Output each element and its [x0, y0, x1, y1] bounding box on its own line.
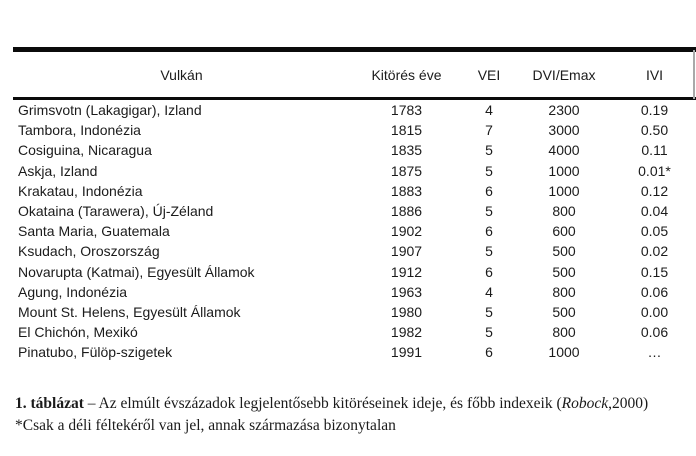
table-row [13, 322, 696, 342]
table-cell: 500 [552, 304, 576, 321]
table-cell: El Chichón, Mexikó [18, 324, 138, 341]
caption-label: 1. táblázat [15, 395, 84, 412]
caption-line [15, 393, 696, 415]
table-cell: 500 [552, 243, 576, 260]
table-cell: 800 [552, 324, 576, 341]
table-caption [15, 393, 696, 437]
table-cell: 1783 [390, 102, 423, 118]
table-cell: 5 [485, 142, 493, 159]
table-row [13, 302, 696, 322]
table-cell: 7 [485, 122, 493, 139]
table-cell: 1000 [548, 182, 580, 199]
table-cell: 4000 [548, 142, 580, 159]
table-cell: Cosiguina, Nicaragua [18, 142, 152, 159]
table-cell: 5 [485, 304, 493, 321]
column-header-volcano: Vulkán [13, 50, 350, 99]
table-cell: Krakatau, Indonézia [18, 182, 143, 199]
caption-tail: ,2000) [608, 395, 649, 412]
table-cell: 1902 [390, 223, 423, 240]
table-row [13, 99, 696, 121]
table-cell: 1886 [390, 203, 423, 220]
table-cell: Pinatubo, Fülöp-szigetek [18, 344, 173, 361]
table-cell: 1991 [390, 344, 423, 361]
caption-footnote: *Csak a déli féltekéről van jel, annak származása bizonytalan [15, 417, 396, 434]
table-cell: 1982 [390, 324, 423, 341]
table-row [13, 221, 696, 241]
table-cell: … [647, 344, 662, 361]
table-row [13, 282, 696, 302]
table-header [13, 50, 696, 99]
eruption-table [13, 47, 696, 363]
table-cell: 1875 [390, 162, 423, 179]
table-cell: 1000 [548, 344, 580, 361]
table-cell: Grimsvotn (Lakagigar), Izland [18, 102, 202, 118]
table-row [13, 181, 696, 201]
table-cell: 1963 [390, 283, 423, 300]
table-row [13, 241, 696, 261]
table-cell: 5 [485, 324, 493, 341]
table-cell: 0.50 [640, 122, 669, 139]
table-cell: 800 [552, 203, 576, 220]
caption-text: – Az elmúlt évszázadok legjelentősebb kitöréseinek ideje, és főbb indexeik ( [83, 395, 562, 412]
caption-citation: Robock [561, 395, 609, 412]
table-cell: Novarupta (Katmai), Egyesült Államok [18, 263, 255, 280]
table-cell: 2300 [548, 102, 580, 118]
table-cell: 5 [485, 203, 493, 220]
table-cell: 0.15 [640, 263, 669, 280]
table-cell: 0.11 [641, 142, 668, 159]
table-body [13, 99, 696, 363]
scan-edge-artifact [693, 50, 695, 99]
table-cell: 1907 [390, 243, 423, 260]
table-cell: Mount St. Helens, Egyesült Államok [18, 304, 241, 321]
table-cell: 500 [552, 263, 576, 280]
table-cell: 0.01* [638, 162, 671, 179]
eruption-table-container [13, 47, 696, 363]
table-row [13, 161, 696, 181]
table-cell: 3000 [548, 122, 580, 139]
table-cell: Tambora, Indonézia [18, 122, 141, 139]
column-header-vei: VEI [463, 50, 515, 99]
table-cell: 6 [485, 182, 493, 199]
table-cell: 4 [485, 102, 493, 118]
table-row [13, 342, 696, 362]
table-cell: 1912 [390, 263, 423, 280]
table-row [13, 140, 696, 160]
table-cell: Askja, Izland [18, 162, 98, 179]
table-cell: 6 [485, 344, 493, 361]
table-cell: Okataina (Tarawera), Új-Zéland [18, 203, 214, 220]
table-cell: 1835 [390, 142, 423, 159]
table-cell: 800 [552, 283, 576, 300]
table-cell: 0.00 [640, 304, 669, 321]
table-cell: 4 [485, 283, 493, 300]
table-cell: 5 [485, 162, 493, 179]
table-cell: 6 [485, 223, 493, 240]
table-cell: 1883 [390, 182, 423, 199]
table-cell: 0.04 [640, 203, 669, 220]
table-cell: 0.19 [640, 102, 669, 118]
table-cell: 6 [485, 263, 493, 280]
table-cell: 0.05 [640, 223, 669, 240]
table-cell: 600 [552, 223, 576, 240]
table-row [13, 201, 696, 221]
header-row [13, 50, 696, 99]
table-cell: 1815 [390, 122, 423, 139]
table-cell: 1000 [548, 162, 580, 179]
table-cell: 0.12 [640, 182, 669, 199]
column-header-ivi: IVI [613, 50, 696, 99]
table-row [13, 262, 696, 282]
column-header-eruption-year: Kitörés éve [350, 50, 463, 99]
table-cell: 0.06 [640, 324, 669, 341]
table-cell: Santa Maria, Guatemala [18, 223, 170, 240]
table-cell: Ksudach, Oroszország [18, 243, 160, 260]
table-row [13, 120, 696, 140]
table-cell: 0.06 [640, 283, 669, 300]
table-cell: 0.02 [640, 243, 669, 260]
table-cell: 5 [485, 243, 493, 260]
table-cell: 1980 [390, 304, 423, 321]
table-cell: Agung, Indonézia [18, 283, 127, 300]
column-header-dvi-emax: DVI/Emax [515, 50, 613, 99]
